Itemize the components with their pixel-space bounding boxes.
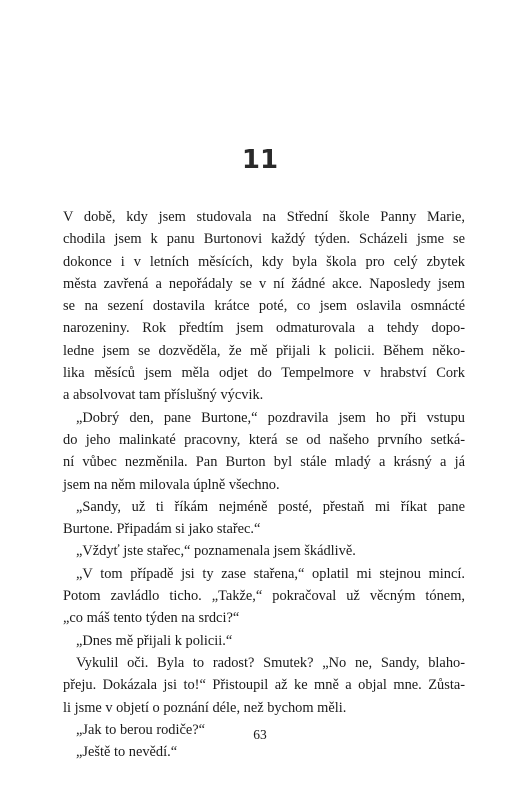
text-line: „Ještě to nevědí.“ [76,744,178,761]
text-line: „co máš tento týden na srdci?“ [63,610,240,627]
text-line: „Sandy, už ti říkám nejméně posté, přestaň mi říkat pane [76,498,465,515]
text-line: „Dnes mě přijali k policii.“ [76,632,233,649]
text-line: chodila jsem k panu Burtonovi každý týden. Scházeli jsme se [63,231,465,248]
text-line: narozeniny. Rok předtím jsem odmaturovala a tehdy dopo- [63,320,465,337]
text-line: li jsme v objetí o poznání déle, než bychom měli. [63,699,347,716]
text-line: lika měsíců jsem měla odjet do Tempelmore v hrabství Cork [63,365,465,382]
chapter-heading: 11 [241,145,279,175]
text-line: „Dobrý den, pane Burtone,“ pozdravila jsem ho při vstupu [76,409,465,426]
text-line: V době, kdy jsem studovala na Střední škole Panny Marie, [63,209,465,225]
text-line: Burtone. Připadám si jako stařec.“ [63,521,261,538]
text-line: města zavřená a nepořádaly se v ní žádné akce. Naposledy jsem [63,275,465,292]
page-number: 63 [253,727,267,742]
text-line: dokonce i v letních měsících, kdy byla škola pro celý zbytek [63,253,465,270]
text-line: „Vždyť jste stařec,“ poznamenala jsem škádlivě. [76,543,356,560]
text-line: ledne jsem se dozvěděla, že mě přijali k policii. Během něko- [63,342,465,359]
text-line: jsem na něm milovala úplně všechno. [63,476,280,493]
text-line: Potom zavládlo ticho. „Takže,“ pokračoval už věcným tónem, [63,588,465,605]
text-line: a absolvovat tam příslušný výcvik. [63,387,264,404]
text-line: „Jak to berou rodiče?“ [76,721,206,738]
body-text [63,206,465,763]
text-line: Vykulil oči. Byla to radost? Smutek? „No ne, Sandy, blaho- [76,654,465,671]
text-line: „V tom případě jsi ty zase stařena,“ oplatil mi stejnou mincí. [76,565,465,582]
text-line: přeju. Dokázala jsi to!“ Přistoupil až ke mně a objal mne. Zůsta- [63,677,465,694]
text-line: ní vůbec nezměnila. Pan Burton byl stále mladý a krásný a já [63,454,465,471]
text-line: se na sezení dostavila krátce poté, co jsem oslavila osmnácté [63,298,465,315]
text-line: do jeho malinkaté pracovny, která se od našeho prvního setká- [63,431,465,448]
